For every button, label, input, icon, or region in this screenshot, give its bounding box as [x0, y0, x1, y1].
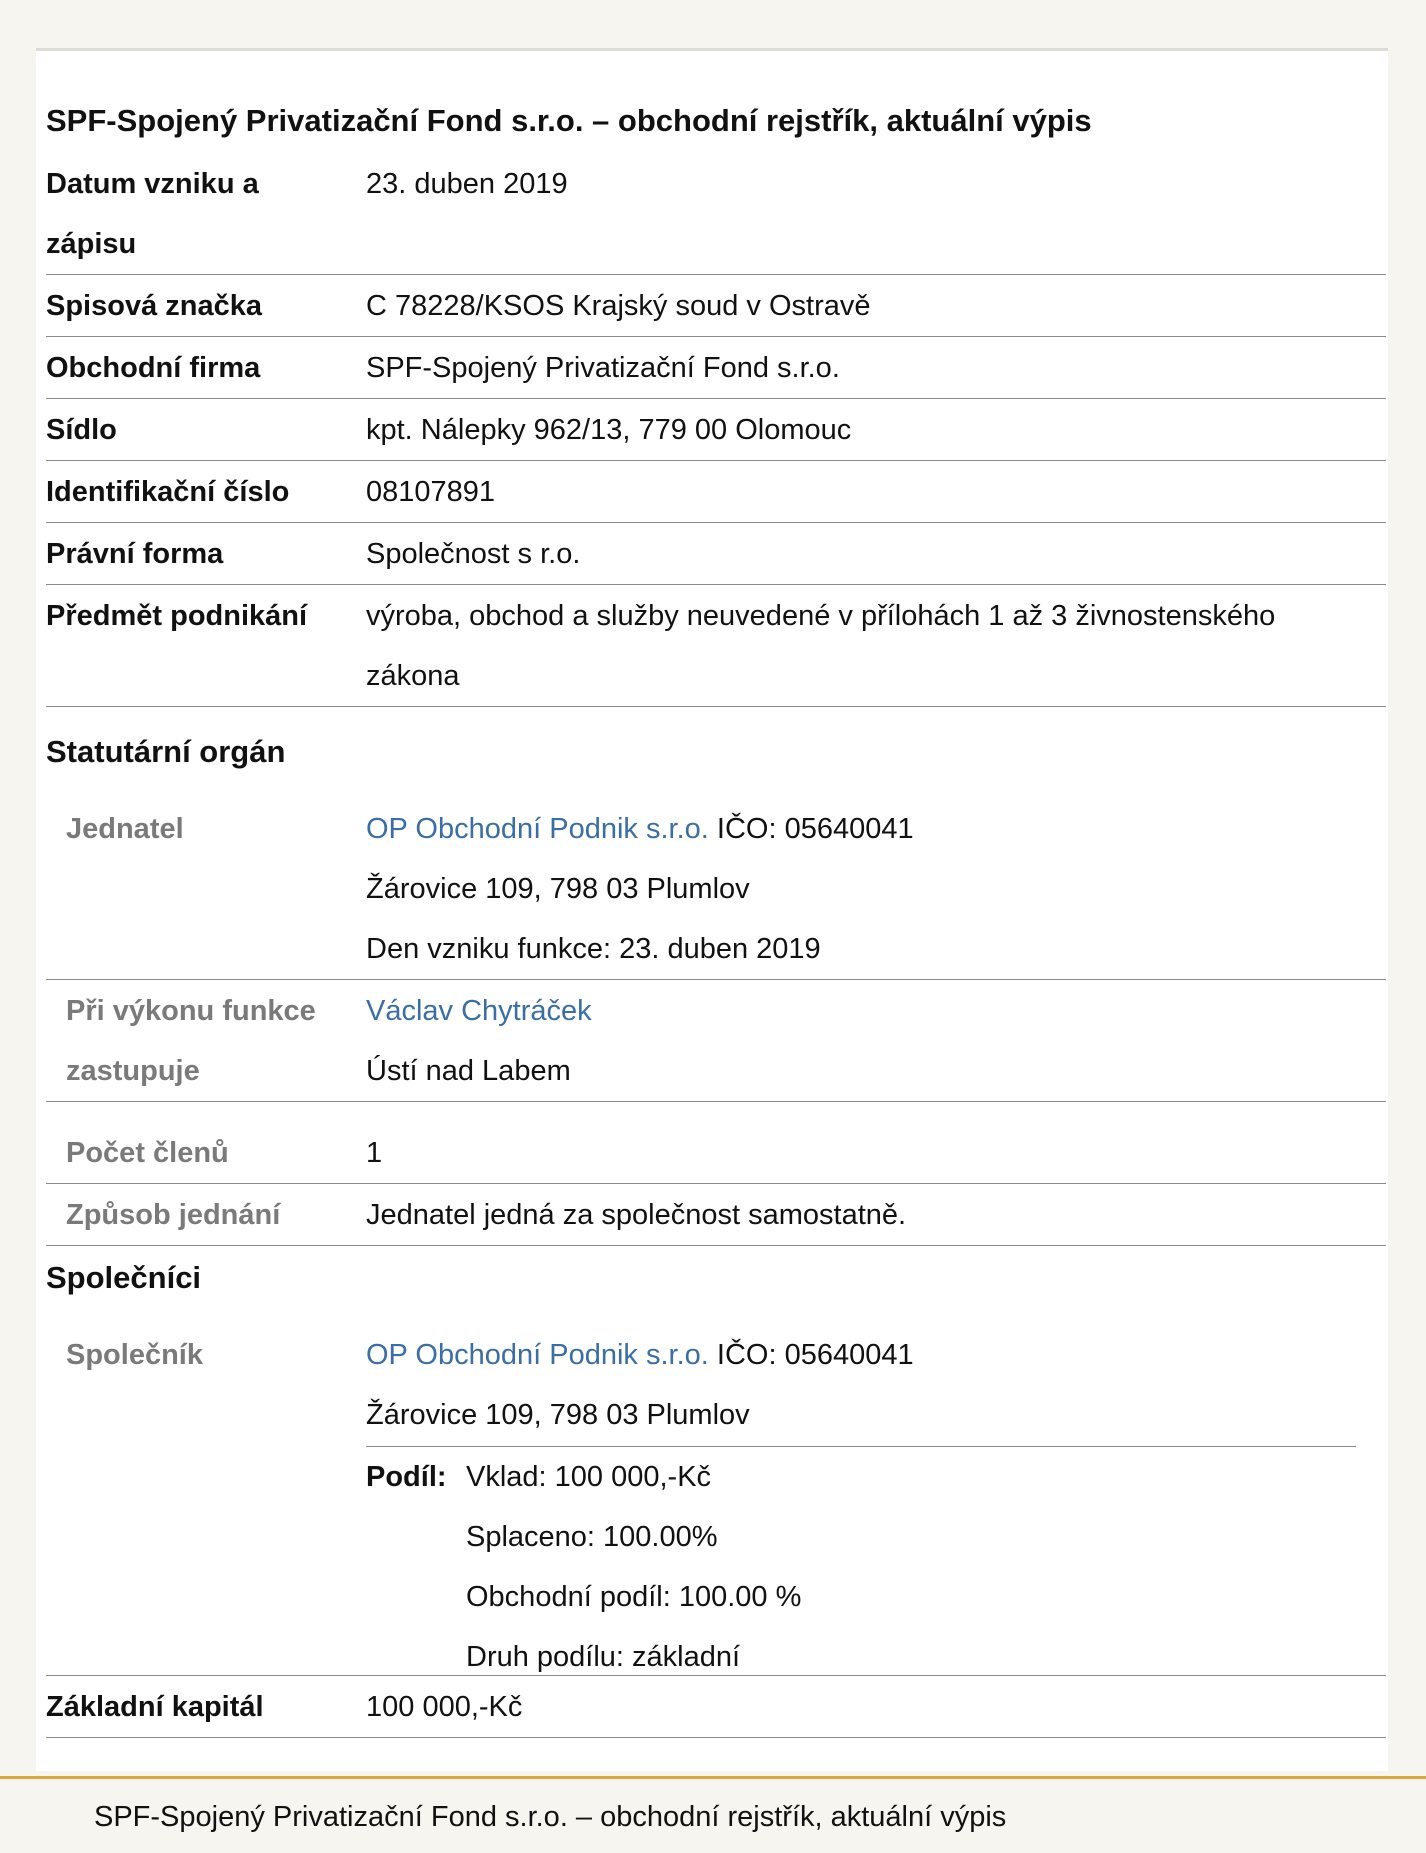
- label-zpusob-jednani: Způsob jednání: [66, 1199, 281, 1231]
- zastupuje-city: Ústí nad Labem: [366, 1055, 571, 1087]
- value-zakladni-kapital: 100 000,-Kč: [366, 1691, 523, 1723]
- podil-druh: Druh podílu: základní: [466, 1641, 741, 1673]
- row-obchodni-firma: [46, 338, 1386, 399]
- row-spisova-znacka: [46, 276, 1386, 337]
- value-sidlo: kpt. Nálepky 962/13, 779 00 Olomouc: [366, 414, 852, 446]
- label-pravni-forma: Právní forma: [46, 538, 224, 570]
- jednatel-ico: IČO: 05640041: [708, 813, 914, 845]
- label-zastupuje: Při výkonu funkce zastupuje: [66, 995, 316, 1087]
- label-pocet-clenu: Počet členů: [66, 1137, 229, 1169]
- label-datum-vzniku: Datum vzniku a zápisu: [46, 168, 259, 260]
- spolecnik-address: Žárovice 109, 798 03 Plumlov: [366, 1399, 750, 1431]
- label-spisova-znacka: Spisová značka: [46, 290, 262, 322]
- link-jednatel-company[interactable]: OP Obchodní Podnik s.r.o.: [366, 813, 709, 845]
- section-statutarni-organ: Statutární orgán: [46, 734, 286, 769]
- label-jednatel: Jednatel: [66, 813, 184, 845]
- link-spolecnik-company[interactable]: OP Obchodní Podnik s.r.o.: [366, 1339, 709, 1371]
- share-block: [366, 1446, 1356, 1675]
- label-identifikacni-cislo: Identifikační číslo: [46, 476, 290, 508]
- footer-text: SPF-Spojený Privatizační Fond s.r.o. – obchodní rejstřík, aktuální výpis: [94, 1801, 1007, 1833]
- value-predmet-podnikani: výroba, obchod a služby neuvedené v přílohách 1 až 3 živnostenského zákona: [366, 600, 1276, 692]
- label-obchodni-firma: Obchodní firma: [46, 352, 261, 384]
- jednatel-address: Žárovice 109, 798 03 Plumlov: [366, 873, 750, 905]
- row-predmet-podnikani: [46, 586, 1386, 707]
- value-zastupuje: [366, 981, 1386, 1101]
- value-pravni-forma: Společnost s r.o.: [366, 538, 581, 570]
- row-sidlo: [46, 400, 1386, 461]
- row-pocet-clenu: [46, 1123, 1386, 1184]
- value-spolecnik: [366, 1325, 1386, 1445]
- row-pravni-forma: [46, 524, 1386, 585]
- value-spisova-znacka: C 78228/KSOS Krajský soud v Ostravě: [366, 290, 871, 322]
- podil-values: [466, 1447, 801, 1687]
- podil-label: Podíl:: [366, 1461, 447, 1493]
- jednatel-den-vzniku: Den vzniku funkce: 23. duben 2019: [366, 933, 821, 965]
- label-predmet-podnikani: Předmět podnikání: [46, 600, 308, 632]
- section-spolecnici: Společníci: [46, 1260, 202, 1295]
- podil-obchodni: Obchodní podíl: 100.00 %: [466, 1581, 802, 1613]
- row-identifikacni-cislo: [46, 462, 1386, 523]
- label-spolecnik: Společník: [66, 1339, 203, 1371]
- row-datum-vzniku: [46, 154, 1386, 275]
- value-obchodni-firma: SPF-Spojený Privatizační Fond s.r.o.: [366, 352, 840, 384]
- page-title: SPF-Spojený Privatizační Fond s.r.o. – obchodní rejstřík, aktuální výpis: [46, 103, 1092, 138]
- podil-splaceno: Splaceno: 100.00%: [466, 1521, 718, 1553]
- row-zpusob-jednani: [46, 1185, 1386, 1246]
- podil-vklad: Vklad: 100 000,-Kč: [466, 1461, 712, 1493]
- value-pocet-clenu: 1: [366, 1137, 383, 1169]
- row-spolecnik: [46, 1325, 1386, 1676]
- value-zpusob-jednani: Jednatel jedná za společnost samostatně.: [366, 1199, 907, 1231]
- row-jednatel: [46, 799, 1386, 980]
- label-sidlo: Sídlo: [46, 414, 117, 446]
- value-datum-vzniku: 23. duben 2019: [366, 168, 568, 200]
- row-zastupuje: [46, 981, 1386, 1102]
- value-identifikacni-cislo: 08107891: [366, 476, 496, 508]
- registry-extract: [36, 48, 1388, 1771]
- link-zastupuje-person[interactable]: Václav Chytráček: [366, 995, 592, 1027]
- row-zakladni-kapital: [46, 1677, 1386, 1738]
- label-zakladni-kapital: Základní kapitál: [46, 1691, 264, 1723]
- footer: [0, 1776, 1426, 1853]
- spolecnik-ico: IČO: 05640041: [708, 1339, 914, 1371]
- value-jednatel: [366, 799, 1386, 979]
